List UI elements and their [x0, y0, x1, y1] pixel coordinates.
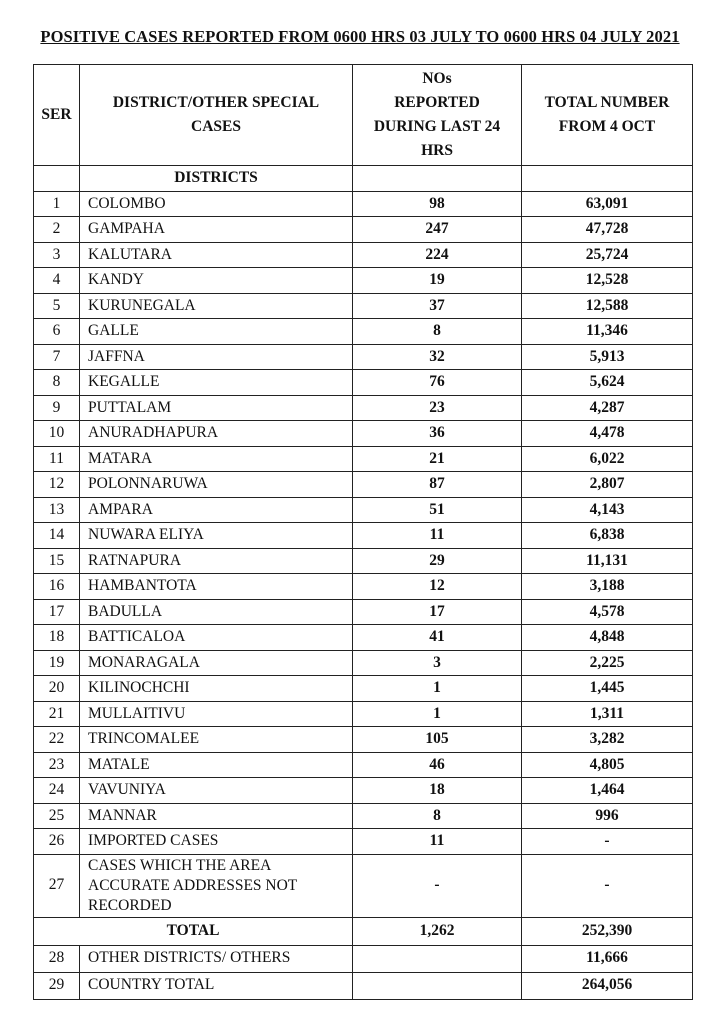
ser-cell: 6 [34, 319, 80, 345]
reported-cell: 105 [353, 727, 522, 753]
total-cell: 1,311 [522, 701, 693, 727]
table-row [34, 829, 693, 855]
total-cell: 6,022 [522, 446, 693, 472]
table-row [34, 701, 693, 727]
reported-cell: 87 [353, 472, 522, 498]
table-row [34, 370, 693, 396]
reported-cell: 247 [353, 217, 522, 243]
table-row [34, 523, 693, 549]
ser-cell: 14 [34, 523, 80, 549]
reported-cell: 37 [353, 293, 522, 319]
table-row [34, 778, 693, 804]
total-label: TOTAL [34, 917, 353, 945]
table-row [34, 319, 693, 345]
reported-cell: 1 [353, 701, 522, 727]
name-line: RECORDED [88, 896, 172, 914]
district-name: MATARA [80, 446, 353, 472]
ser-cell: 17 [34, 599, 80, 625]
district-name: KALUTARA [80, 242, 353, 268]
district-name: COLOMBO [80, 191, 353, 217]
district-name: IMPORTED CASES [80, 829, 353, 855]
district-name: MONARAGALA [80, 650, 353, 676]
table-row [34, 972, 693, 999]
ser-cell: 13 [34, 497, 80, 523]
table-row [34, 803, 693, 829]
reported-cell [353, 945, 522, 972]
reported-cell: 18 [353, 778, 522, 804]
reported-cell: 98 [353, 191, 522, 217]
district-name: BADULLA [80, 599, 353, 625]
total-cell: 264,056 [522, 972, 693, 999]
district-name: PUTTALAM [80, 395, 353, 421]
name-line: ACCURATE ADDRESSES NOT [88, 876, 298, 894]
table-row [34, 395, 693, 421]
reported-cell: 21 [353, 446, 522, 472]
ser-cell: 3 [34, 242, 80, 268]
table-header [34, 65, 693, 166]
reported-header: NOs REPORTED DURING LAST 24 HRS [353, 65, 522, 166]
ser-cell: 25 [34, 803, 80, 829]
ser-cell: 19 [34, 650, 80, 676]
district-name: OTHER DISTRICTS/ OTHERS [80, 945, 353, 972]
district-name: VAVUNIYA [80, 778, 353, 804]
ser-cell: 22 [34, 727, 80, 753]
ser-cell: 9 [34, 395, 80, 421]
reported-cell: 8 [353, 319, 522, 345]
table-row [34, 945, 693, 972]
reported-cell: 32 [353, 344, 522, 370]
table-row [34, 752, 693, 778]
ser-cell: 18 [34, 625, 80, 651]
reported-cell: 46 [353, 752, 522, 778]
section-label: DISTRICTS [80, 166, 353, 192]
district-name: RATNAPURA [80, 548, 353, 574]
ser-cell: 23 [34, 752, 80, 778]
ser-cell: 27 [34, 854, 80, 917]
table-row [34, 191, 693, 217]
total-header: TOTAL NUMBER FROM 4 OCT [522, 65, 693, 166]
reported-cell: 51 [353, 497, 522, 523]
table-row [34, 268, 693, 294]
total-cell: 63,091 [522, 191, 693, 217]
ser-cell: 10 [34, 421, 80, 447]
reported-cell: 29 [353, 548, 522, 574]
table-row [34, 676, 693, 702]
ser-cell: 8 [34, 370, 80, 396]
reported-cell: 12 [353, 574, 522, 600]
table-row [34, 625, 693, 651]
reported-cell: 36 [353, 421, 522, 447]
table-row [34, 242, 693, 268]
table-row [34, 472, 693, 498]
total-cell: 4,287 [522, 395, 693, 421]
district-name: KILINOCHCHI [80, 676, 353, 702]
reported-cell: - [353, 854, 522, 917]
district-name: GAMPAHA [80, 217, 353, 243]
name-line: CASES WHICH THE AREA [88, 856, 272, 874]
total-row [34, 917, 693, 945]
ser-cell: 4 [34, 268, 80, 294]
table-row [34, 548, 693, 574]
table-row [34, 497, 693, 523]
total-cell: 12,528 [522, 268, 693, 294]
district-name: POLONNARUWA [80, 472, 353, 498]
total-cell: 12,588 [522, 293, 693, 319]
ser-cell: 5 [34, 293, 80, 319]
ser-cell: 7 [34, 344, 80, 370]
total-cell: 2,807 [522, 472, 693, 498]
page-title: POSITIVE CASES REPORTED FROM 0600 HRS 03 JULY TO 0600 HRS 04 JULY 2021 [40, 27, 680, 46]
total-cell: 3,188 [522, 574, 693, 600]
total-cell: 4,848 [522, 625, 693, 651]
ser-cell: 2 [34, 217, 80, 243]
district-name: AMPARA [80, 497, 353, 523]
reported-cell: 224 [353, 242, 522, 268]
ser-cell: 24 [34, 778, 80, 804]
total-cell: 11,346 [522, 319, 693, 345]
reported-cell: 19 [353, 268, 522, 294]
table-row [34, 293, 693, 319]
total-cell: 1,464 [522, 778, 693, 804]
district-name: KURUNEGALA [80, 293, 353, 319]
total-cell: 252,390 [522, 917, 693, 945]
reported-cell: 8 [353, 803, 522, 829]
district-name: JAFFNA [80, 344, 353, 370]
ser-cell: 12 [34, 472, 80, 498]
district-name: HAMBANTOTA [80, 574, 353, 600]
total-cell: 1,445 [522, 676, 693, 702]
district-name: MULLAITIVU [80, 701, 353, 727]
total-cell: 2,225 [522, 650, 693, 676]
ser-cell: 29 [34, 972, 80, 999]
reported-cell: 23 [353, 395, 522, 421]
total-cell: 3,282 [522, 727, 693, 753]
reported-cell [353, 972, 522, 999]
total-cell: - [522, 829, 693, 855]
table-row [34, 344, 693, 370]
total-cell: 5,913 [522, 344, 693, 370]
reported-cell: 41 [353, 625, 522, 651]
district-name: NUWARA ELIYA [80, 523, 353, 549]
total-cell: 11,666 [522, 945, 693, 972]
ser-cell: 16 [34, 574, 80, 600]
table-row [34, 574, 693, 600]
reported-cell: 11 [353, 829, 522, 855]
reported-cell: 11 [353, 523, 522, 549]
total-cell: 4,805 [522, 752, 693, 778]
district-name: KEGALLE [80, 370, 353, 396]
district-name: MANNAR [80, 803, 353, 829]
reported-cell: 1,262 [353, 917, 522, 945]
cases-table [33, 64, 693, 1000]
total-cell: 996 [522, 803, 693, 829]
reported-cell: 3 [353, 650, 522, 676]
table-row [34, 599, 693, 625]
ser-cell: 11 [34, 446, 80, 472]
table-row [34, 421, 693, 447]
district-name: BATTICALOA [80, 625, 353, 651]
table-row [34, 446, 693, 472]
table-row [34, 217, 693, 243]
total-cell: 47,728 [522, 217, 693, 243]
district-name: COUNTRY TOTAL [80, 972, 353, 999]
table-row [34, 727, 693, 753]
total-cell: 11,131 [522, 548, 693, 574]
ser-cell: 21 [34, 701, 80, 727]
ser-header: SER [34, 65, 80, 166]
reported-cell: 76 [353, 370, 522, 396]
district-name: ANURADHAPURA [80, 421, 353, 447]
table-row [34, 650, 693, 676]
total-cell: 5,624 [522, 370, 693, 396]
total-cell: 4,143 [522, 497, 693, 523]
district-header: DISTRICT/OTHER SPECIAL CASES [80, 65, 353, 166]
district-name: GALLE [80, 319, 353, 345]
ser-cell: 15 [34, 548, 80, 574]
reported-cell: 1 [353, 676, 522, 702]
district-name [80, 854, 353, 917]
section-ser-cell [34, 166, 80, 192]
reported-cell: 17 [353, 599, 522, 625]
district-name: KANDY [80, 268, 353, 294]
section-row [34, 166, 693, 192]
district-name: TRINCOMALEE [80, 727, 353, 753]
table-row [34, 854, 693, 917]
total-cell: - [522, 854, 693, 917]
ser-cell: 1 [34, 191, 80, 217]
total-cell: 25,724 [522, 242, 693, 268]
ser-cell: 20 [34, 676, 80, 702]
ser-cell: 26 [34, 829, 80, 855]
district-name: MATALE [80, 752, 353, 778]
total-cell: 4,478 [522, 421, 693, 447]
ser-cell: 28 [34, 945, 80, 972]
total-cell: 6,838 [522, 523, 693, 549]
total-cell: 4,578 [522, 599, 693, 625]
